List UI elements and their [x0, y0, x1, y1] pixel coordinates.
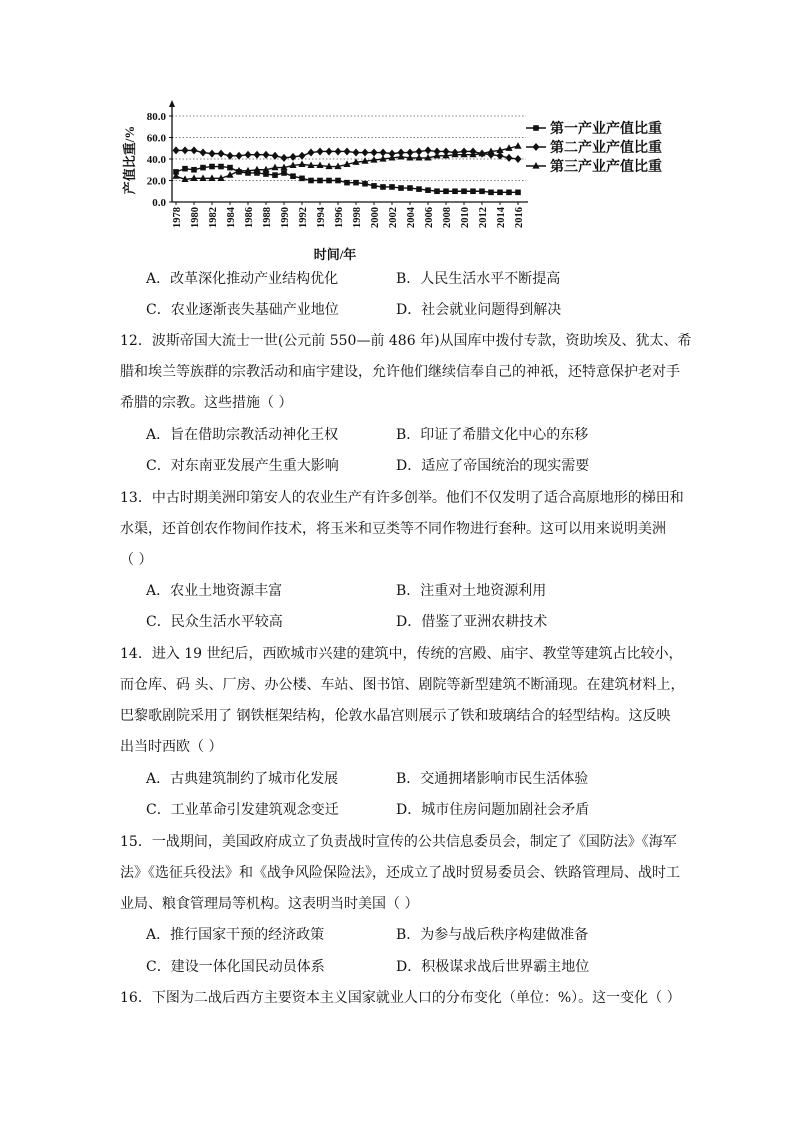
data-point-triangle: [199, 174, 206, 181]
data-point-diamond: [182, 146, 189, 154]
q15-option-d: D．积极谋求战后世界霸主地位: [396, 959, 590, 975]
x-tick-label: 1996: [334, 207, 345, 228]
x-tick-label: 2012: [478, 207, 489, 228]
industry-share-chart: [118, 98, 678, 266]
data-point-square: [191, 167, 197, 173]
q16-stem-line-1: 16．下图为二战后西方主要资本主义国家就业人口的分布变化（单位：%）。这一变化（ ）: [120, 990, 681, 1006]
q13-stem-line-1: 13．中古时期美洲印第安人的农业生产有许多创举。他们不仅发明了适合高原地形的梯田和: [120, 490, 684, 506]
x-tick-label: 1980: [190, 207, 201, 228]
data-point-square: [452, 188, 458, 194]
x-tick-label: 1978: [172, 207, 183, 228]
data-point-diamond: [290, 153, 297, 161]
data-point-square: [317, 178, 323, 184]
x-tick-label: 1994: [316, 207, 327, 228]
x-tick-label: 1984: [226, 207, 237, 228]
x-tick-label: 2006: [424, 207, 435, 228]
data-point-square: [353, 180, 359, 186]
data-point-diamond: [191, 146, 198, 154]
y-tick-label: 20.0: [146, 175, 166, 188]
data-point-square: [326, 178, 332, 184]
data-point-diamond: [299, 152, 306, 160]
data-point-triangle: [271, 164, 278, 171]
q12-option-c: C．对东南亚发展产生重大影响: [146, 458, 339, 474]
data-point-square: [425, 187, 431, 193]
q15-option-c: C．建设一体化国民动员体系: [146, 959, 325, 975]
data-point-square: [227, 165, 233, 171]
data-point-diamond: [371, 149, 378, 157]
x-tick-label: 2008: [442, 207, 453, 228]
data-point-square: [443, 188, 449, 194]
data-point-square: [470, 188, 476, 194]
data-point-diamond: [227, 152, 234, 160]
data-point-square: [335, 178, 341, 184]
data-point-square: [182, 166, 188, 172]
q14-option-c: C．工业革命引发建筑观念变迁: [146, 802, 339, 818]
data-point-square: [506, 190, 512, 196]
legend-label: 第一产业产值比重: [550, 122, 662, 137]
data-point-square: [380, 184, 386, 190]
data-point-square: [308, 178, 314, 184]
q14-option-b: B．交通拥堵影响市民生活体验: [396, 771, 589, 787]
q14-option-d: D．城市住房问题加剧社会矛盾: [396, 802, 590, 818]
q14-stem-line-3: 巴黎歌剧院采用了 钢铁框架结构，伦敦水晶宫则展示了铁和玻璃结合的轻型结构。这反映: [120, 708, 671, 724]
y-tick-label: 0.0: [152, 197, 166, 209]
q11-option-d: D．社会就业问题得到解决: [396, 302, 562, 318]
data-point-square: [281, 170, 287, 176]
q11-option-b: B．人民生活水平不断提高: [396, 271, 561, 287]
data-point-diamond: [254, 151, 261, 159]
x-tick-label: 2004: [406, 207, 417, 228]
y-tick-label: 80.0: [146, 111, 166, 123]
data-point-square: [200, 165, 206, 171]
data-point-triangle: [433, 152, 440, 159]
q12-option-b: B．印证了希腊文化中心的东移: [396, 427, 589, 443]
data-point-square: [299, 176, 305, 182]
data-point-square: [218, 164, 224, 170]
y-axis-arrow: [169, 100, 175, 107]
q15-stem-line-2: 法》《选征兵役法》和《战争风险保险法》，还成立了战时贸易委员会、铁路管理局、战时工: [120, 865, 680, 881]
data-point-triangle: [397, 153, 404, 160]
x-tick-label: 2010: [460, 207, 471, 228]
legend-marker-diamond: [533, 143, 540, 151]
q13-option-c: C．民众生活水平较高: [146, 614, 283, 630]
data-point-diamond: [281, 154, 288, 162]
data-point-square: [488, 190, 494, 196]
data-point-square: [461, 188, 467, 194]
data-point-diamond: [173, 146, 180, 154]
data-point-square: [434, 188, 440, 194]
data-point-diamond: [245, 151, 252, 159]
y-tick-label: 60.0: [146, 132, 166, 145]
data-point-diamond: [263, 151, 270, 159]
data-point-diamond: [200, 149, 207, 157]
data-point-diamond: [218, 150, 225, 158]
q13-option-d: D．借鉴了亚洲农耕技术: [396, 614, 548, 630]
x-tick-label: 2000: [370, 207, 381, 228]
data-point-square: [272, 172, 278, 178]
data-point-square: [344, 180, 350, 186]
data-point-diamond: [236, 152, 243, 160]
data-point-diamond: [209, 150, 216, 158]
y-axis-label: 产值比重/%: [122, 125, 137, 195]
data-point-square: [479, 188, 485, 194]
q11-option-a: A．改革深化推动产业结构优化: [146, 271, 339, 287]
data-point-square: [497, 190, 503, 196]
q12-stem-line-1: 12．波斯帝国大流士一世(公元前 550—前 486 年)从国库中拨付专款，资助埃及、犹太、希: [120, 333, 692, 349]
data-point-diamond: [506, 154, 513, 162]
data-point-diamond: [335, 147, 342, 155]
q12-stem-line-2: 腊和埃兰等族群的宗教活动和庙宇建设，允许他们继续信奉自己的神祇，还特意保护老对手: [120, 364, 680, 380]
legend-marker-square: [533, 125, 539, 131]
data-point-square: [389, 184, 395, 190]
x-tick-label: 2002: [388, 207, 399, 228]
x-tick-label: 1990: [280, 207, 291, 228]
q14-stem-line-1: 14．进入 19 世纪后，西欧城市兴建的建筑中，传统的宫殿、庙宇、教堂等建筑占比较小，: [120, 646, 683, 662]
data-point-diamond: [317, 147, 324, 155]
q12-stem-line-3: 希腊的宗教。这些措施（ ）: [120, 395, 293, 411]
q11-option-c: C．农业逐渐丧失基础产业地位: [146, 302, 339, 318]
x-tick-label: 1992: [298, 207, 309, 228]
data-point-diamond: [362, 149, 369, 157]
q15-option-b: B．为参与战后秩序构建做准备: [396, 927, 589, 943]
x-tick-label: 1982: [208, 207, 219, 228]
data-point-diamond: [425, 146, 432, 154]
legend-label: 第二产业产值比重: [550, 141, 662, 156]
q13-option-a: A．农业土地资源丰富: [146, 583, 283, 599]
q15-stem-line-3: 业局、粮食管理局等机构。这表明当时美国（ ）: [120, 896, 419, 912]
data-point-square: [515, 190, 521, 196]
data-point-triangle: [190, 174, 197, 181]
data-point-triangle: [298, 160, 305, 167]
x-tick-label: 1986: [244, 207, 255, 228]
legend-label: 第三产业产值比重: [550, 160, 662, 175]
data-point-triangle: [208, 174, 215, 181]
data-point-square: [416, 186, 422, 192]
data-point-diamond: [326, 147, 333, 155]
data-point-diamond: [515, 155, 522, 163]
x-tick-label: 1988: [262, 207, 273, 228]
data-point-diamond: [344, 147, 351, 155]
data-point-square: [209, 164, 215, 170]
q12-option-a: A．旨在借助宗教活动神化王权: [146, 427, 339, 443]
data-point-diamond: [308, 149, 315, 157]
x-tick-label: 1998: [352, 207, 363, 228]
q15-stem-line-1: 15．一战期间，美国政府成立了负责战时宣传的公共信息委员会，制定了《国防法》《海军: [120, 834, 677, 850]
q14-stem-line-2: 而仓库、码 头、厂房、办公楼、车站、图书馆、剧院等新型建筑不断涌现。在建筑材料上，: [120, 677, 685, 693]
q15-option-a: A．推行国家干预的经济政策: [146, 927, 325, 943]
q12-option-d: D．适应了帝国统治的现实需要: [396, 458, 590, 474]
data-point-square: [407, 185, 413, 191]
q13-stem-line-3: （ ）: [120, 552, 153, 568]
data-point-square: [362, 181, 368, 187]
data-point-square: [371, 183, 377, 189]
q13-option-b: B．注重对土地资源利用: [396, 583, 547, 599]
x-tick-label: 2016: [514, 207, 525, 228]
data-point-square: [398, 185, 404, 191]
x-tick-label: 2014: [496, 207, 507, 228]
y-tick-label: 40.0: [146, 154, 166, 166]
q14-option-a: A．古典建筑制约了城市化发展: [146, 771, 339, 787]
data-point-diamond: [353, 149, 360, 157]
chart-svg: [118, 98, 678, 266]
data-point-triangle: [514, 142, 521, 149]
data-point-diamond: [272, 152, 279, 160]
q13-stem-line-2: 水渠，还首创农作物间作技术，将玉米和豆类等不同作物进行套种。这可以用来说明美洲: [120, 521, 666, 537]
data-point-square: [290, 173, 296, 179]
q14-stem-line-4: 出当时西欧（ ）: [120, 739, 223, 755]
x-axis-label: 时间/年: [313, 247, 357, 262]
